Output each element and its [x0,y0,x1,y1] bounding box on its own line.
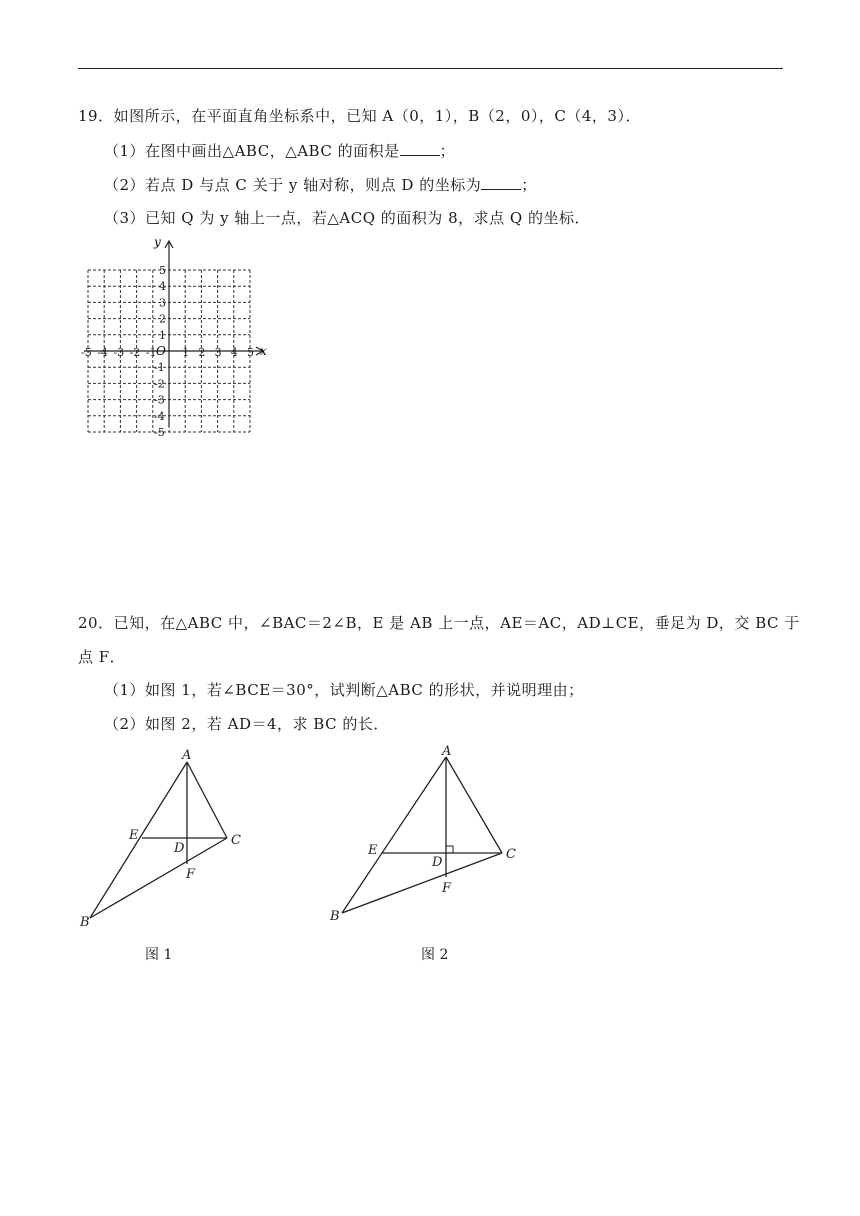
segment-bc [342,853,502,913]
q20-stem-line1: 20．已知，在△ABC 中，∠BAC＝2∠B，E 是 AB 上一点，AE＝AC，AD⊥CE，垂足为 D，交 BC 于 [78,614,800,632]
q19-part1 [104,141,455,161]
q19-part2-text: （2）若点 D 与点 C 关于 y 轴对称，则点 D 的坐标为 [104,176,482,194]
point-b-label: B [330,909,340,924]
y-axis-label: y [154,235,161,249]
y-tick-label: 3 [159,296,166,310]
figure-1 [70,742,270,932]
point-f-label: F [442,881,452,896]
right-angle-mark-icon [446,846,453,853]
x-tick-label: -2 [129,346,141,359]
segment-ac [187,762,227,838]
y-tick-label: -2 [154,377,165,391]
point-c-label: C [506,847,516,862]
segment-ab [342,757,446,913]
point-e-label: E [129,828,139,843]
x-tick-label: 5 [247,346,254,359]
q19-part2 [104,175,537,195]
y-tick-label: 5 [159,264,166,277]
y-tick-label: 4 [159,280,166,294]
q20-stem-line2: 点 F． [78,648,126,666]
y-tick-label: -5 [154,426,165,439]
point-c-label: C [231,833,241,848]
origin-label: O [156,344,166,358]
q19-part2-end: ； [521,176,537,194]
x-tick-label: -4 [97,346,108,359]
segment-ab [90,762,187,918]
q19-part1-text: （1）在图中画出△ABC，△ABC 的面积是 [104,142,400,160]
x-tick-label: 1 [182,346,190,359]
x-axis-label: x [260,344,267,358]
x-tick-label: -3 [113,346,125,359]
segment-bc [90,838,227,918]
coordinate-grid [72,232,272,439]
q20-part1: （1）如图 1，若∠BCE＝30°，试判断△ABC 的形状，并说明理由； [104,681,584,699]
q19-part1-end: ； [439,142,456,160]
point-d-label: D [432,855,443,870]
y-tick-label: -4 [154,409,165,423]
segment-ac [446,757,502,853]
point-e-label: E [368,843,378,858]
point-f-label: F [186,867,196,882]
y-tick-label: -3 [154,393,165,407]
point-d-label: D [174,841,185,856]
y-tick-label: -1 [154,361,165,375]
point-b-label: B [80,915,90,930]
figure-1-caption: 图 1 [145,947,173,963]
figure-2-caption: 图 2 [421,947,449,963]
q20-part2: （2）如图 2，若 AD＝4，求 BC 的长． [104,715,389,733]
q19-stem: 19．如图所示，在平面直角坐标系中，已知 A（0，1），B（2，0），C（4，3）． [78,107,641,125]
y-tick-label: 2 [159,312,166,326]
x-tick-label: -5 [81,346,92,359]
answer-blank[interactable] [481,175,521,190]
point-a-label: A [182,748,192,763]
answer-blank[interactable] [400,141,440,156]
x-tick-label: 4 [230,346,238,359]
y-tick-label: 1 [159,328,166,342]
x-tick-label: -1 [145,346,157,359]
point-a-label: A [442,744,452,759]
x-tick-label: 2 [198,346,206,359]
figure-2 [320,742,530,932]
x-tick-label: 3 [214,346,222,359]
header-rule [78,68,783,69]
q19-part3: （3）已知 Q 为 y 轴上一点，若△ACQ 的面积为 8，求点 Q 的坐标． [104,209,590,227]
